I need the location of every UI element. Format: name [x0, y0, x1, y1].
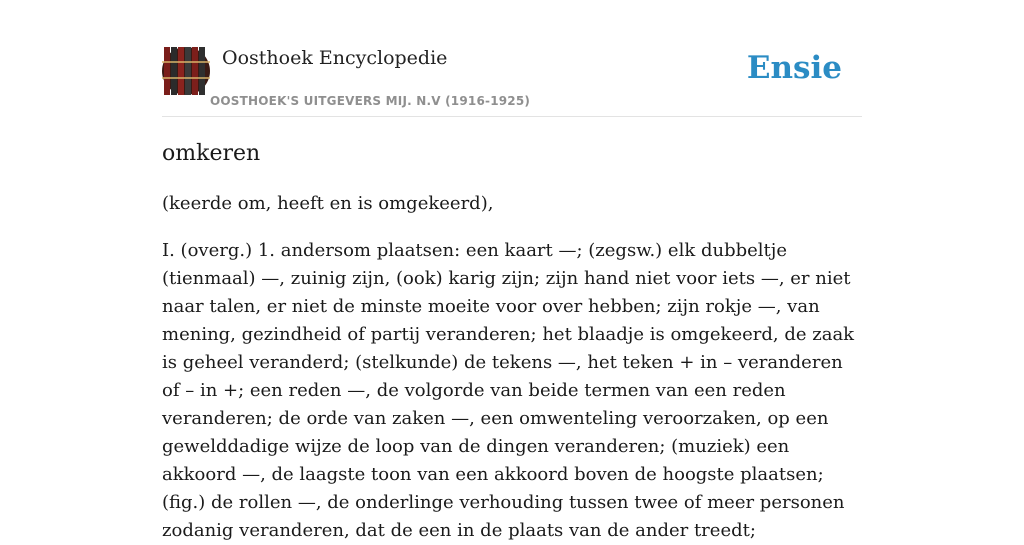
site-name[interactable]: Oosthoek Encyclopedie — [222, 47, 448, 69]
spine-band — [162, 77, 210, 79]
book-spine — [164, 47, 170, 95]
entry-content — [162, 138, 862, 545]
book-spine — [185, 47, 191, 95]
site-header — [162, 46, 862, 117]
spine-band — [162, 61, 210, 63]
site-subtitle: OOSTHOEK'S UITGEVERS MIJ. N.V (1916-1925) — [210, 94, 531, 108]
book-spine — [178, 47, 184, 95]
book-spine — [199, 47, 205, 95]
book-spine — [171, 47, 177, 95]
book-spine — [192, 47, 198, 95]
ensie-logo-link[interactable]: Ensie — [746, 50, 842, 86]
entry-definition: I. (overg.) 1. andersom plaatsen: een kaart —; (zegsw.) elk dubbeltje (tienmaal) —, zuinig zijn, (ook) karig zijn; zijn hand niet voor iets —, er niet naar talen, er niet de minste moeite voor over hebben; zijn rokje —, van mening, gezindheid of partij veranderen; het blaadje is omgekeerd, de zaak is geheel veranderd; (stelkunde) de tekens —, het teken + in – veranderen of – in +; een reden —, de volgorde van beide termen van een reden veranderen; de orde van zaken —, een omwenteling veroorzaken, op een gewelddadige wijze de loop van de dingen veranderen; (muziek) een akkoord —, de laagste toon van een akkoord boven de hoogste plaatsen; (fig.) de rollen —, de onderlinge verhouding tussen twee of meer personen zodanig veranderen, dat de een in de plaats van de ander treedt; — [162, 240, 855, 541]
entry-title: omkeren — [162, 141, 261, 166]
encyclopedia-avatar-icon[interactable] — [162, 47, 210, 95]
entry-forms: (keerde om, heeft en is omgekeerd), — [162, 193, 494, 214]
